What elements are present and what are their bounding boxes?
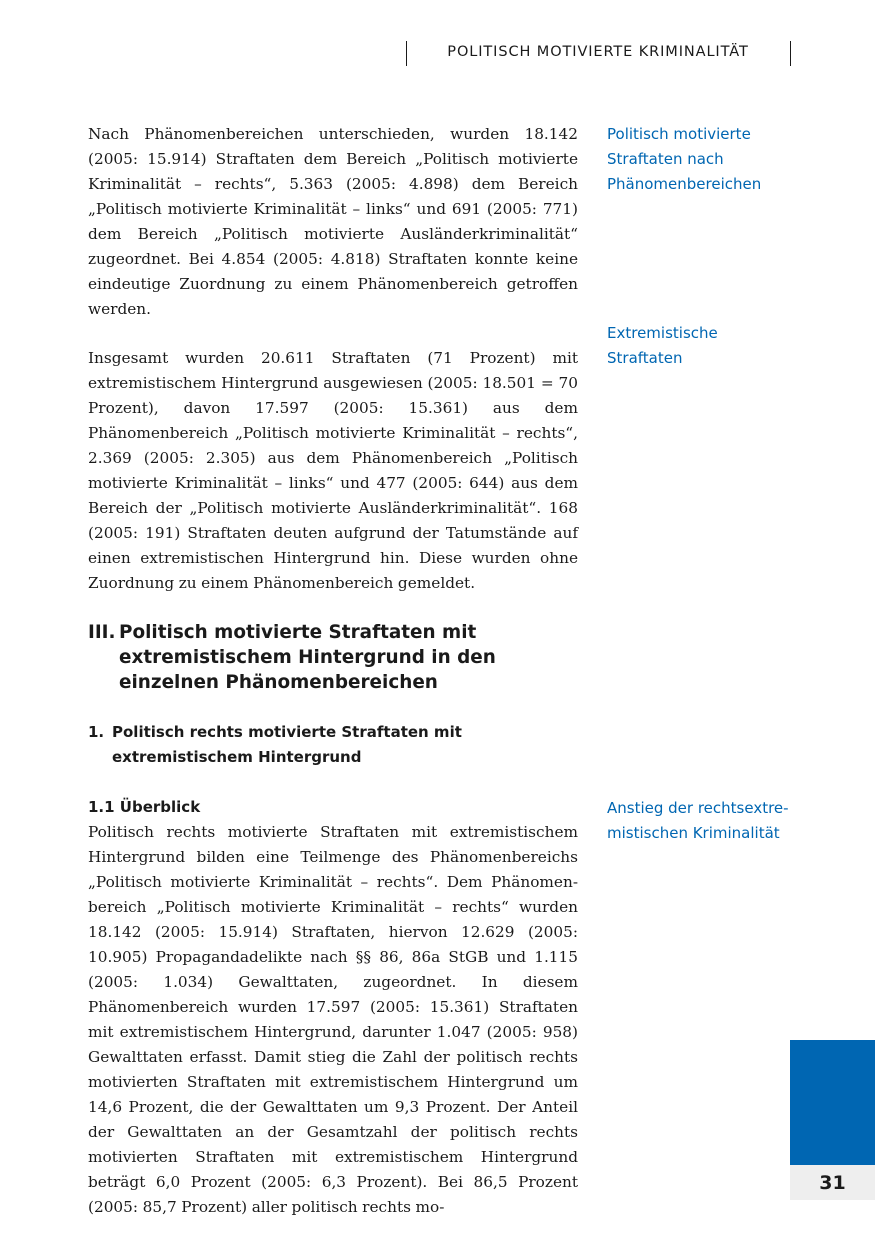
paragraph-ueberblick: Politisch rechts motivierte Straftaten mit extremistischem Hintergrund bilden eine Teilmenge des Phänomenbereichs „Politisch motivierte Kriminalität – rechts“. Dem Phänomenbereich „Politisch motivierte Kriminalität – rechts“ wurden 18.142 (2005: 15.914) Straftaten, hiervon 12.629 (2005: 10.905) Propagandadelikte nach §§ 86, 86a StGB und 1.115 (2005: 1.034) Gewalttaten, zugeordnet. In diesem Phänomenbereich wurden 17.597 (2005: 15.361) Straftaten mit extremistischem Hintergrund, darunter 1.047 (2005: 958) Gewalttaten erfasst. Damit stieg die Zahl der politisch rechts motivierten Straftaten mit extremistischem Hintergrund um 14,6 Prozent, die der Gewalttaten um 9,3 Prozent. Der Anteil der Gewalttaten an der Gesamtzahl der politisch rechts motivierten Straftaten mit extremistischem Hintergrund beträgt 6,0 Prozent (2005: 6,3 Prozent). Bei 86,5 Prozent (2005: 85,7 Prozent) aller politisch rechts mo- bbox=[88, 823, 578, 1216]
margin-note-extremistische-straftaten: Extremistische Straftaten bbox=[607, 324, 718, 367]
subsection-heading bbox=[88, 720, 578, 770]
subsection-title: Politisch rechts motivierte Straftaten mit extremistischem Hintergrund bbox=[112, 723, 462, 766]
section-number: III. bbox=[88, 622, 116, 643]
margin-note-anstieg: Anstieg der rechtsextremistischen Kriminalität bbox=[607, 799, 789, 842]
subsection-number: 1. bbox=[88, 723, 105, 741]
paragraph-phaenomenbereiche: Nach Phänomenbereichen unterschieden, wurden 18.142 (2005: 15.914) Straftaten dem Bereich „Politisch motivierte Kriminalität – rechts“, 5.363 (2005: 4.898) dem Bereich „Politisch motivierte Kriminalität – links“ und 691 (2005: 771) dem Bereich „Politisch motivierte Ausländerkriminalität“ zugeordnet. Bei 4.854 (2005: 4.818) Straftaten konnte keine eindeutige Zuordnung zu einem Phänomenbereich getroffen werden. bbox=[88, 125, 578, 318]
header-left-rule bbox=[406, 41, 407, 66]
page-number: 31 bbox=[790, 1165, 875, 1200]
paragraph-extremistische-straftaten: Insgesamt wurden 20.611 Straftaten (71 Prozent) mit extremistischem Hintergrund ausgewiesen (2005: 18.501 = 70 Prozent), davon 17.597 (2005: 15.361) aus dem Phänomenbereich „Politisch motivierte Kriminalität – rechts“, 2.369 (2005: 2.305) aus dem Phänomenbereich „Politisch motivierte Kriminalität – links“ und 477 (2005: 644) aus dem Bereich der „Politisch motivierte Ausländerkriminalität“. 168 (2005: 191) Straftaten deuten aufgrund der Tatumstände auf einen extremistischen Hintergrund hin. Diese wurden ohne Zuordnung zu einem Phänomenbereich gemeldet. bbox=[88, 349, 578, 592]
margin-note-phaenomenbereiche: Politisch motivierte Straftaten nach Phänomenbereichen bbox=[607, 125, 762, 193]
section-heading bbox=[88, 620, 578, 695]
header-right-rule bbox=[790, 41, 791, 66]
section-title: Politisch motivierte Straftaten mit extremistischem Hintergrund in den einzelnen Phänomenbereichen bbox=[119, 622, 496, 693]
main-column bbox=[88, 122, 578, 1220]
running-header: POLITISCH MOTIVIERTE KRIMINALITÄT bbox=[447, 44, 749, 60]
page-tab-accent bbox=[790, 1040, 875, 1165]
subsubsection-heading: 1.1 Überblick bbox=[88, 798, 201, 816]
